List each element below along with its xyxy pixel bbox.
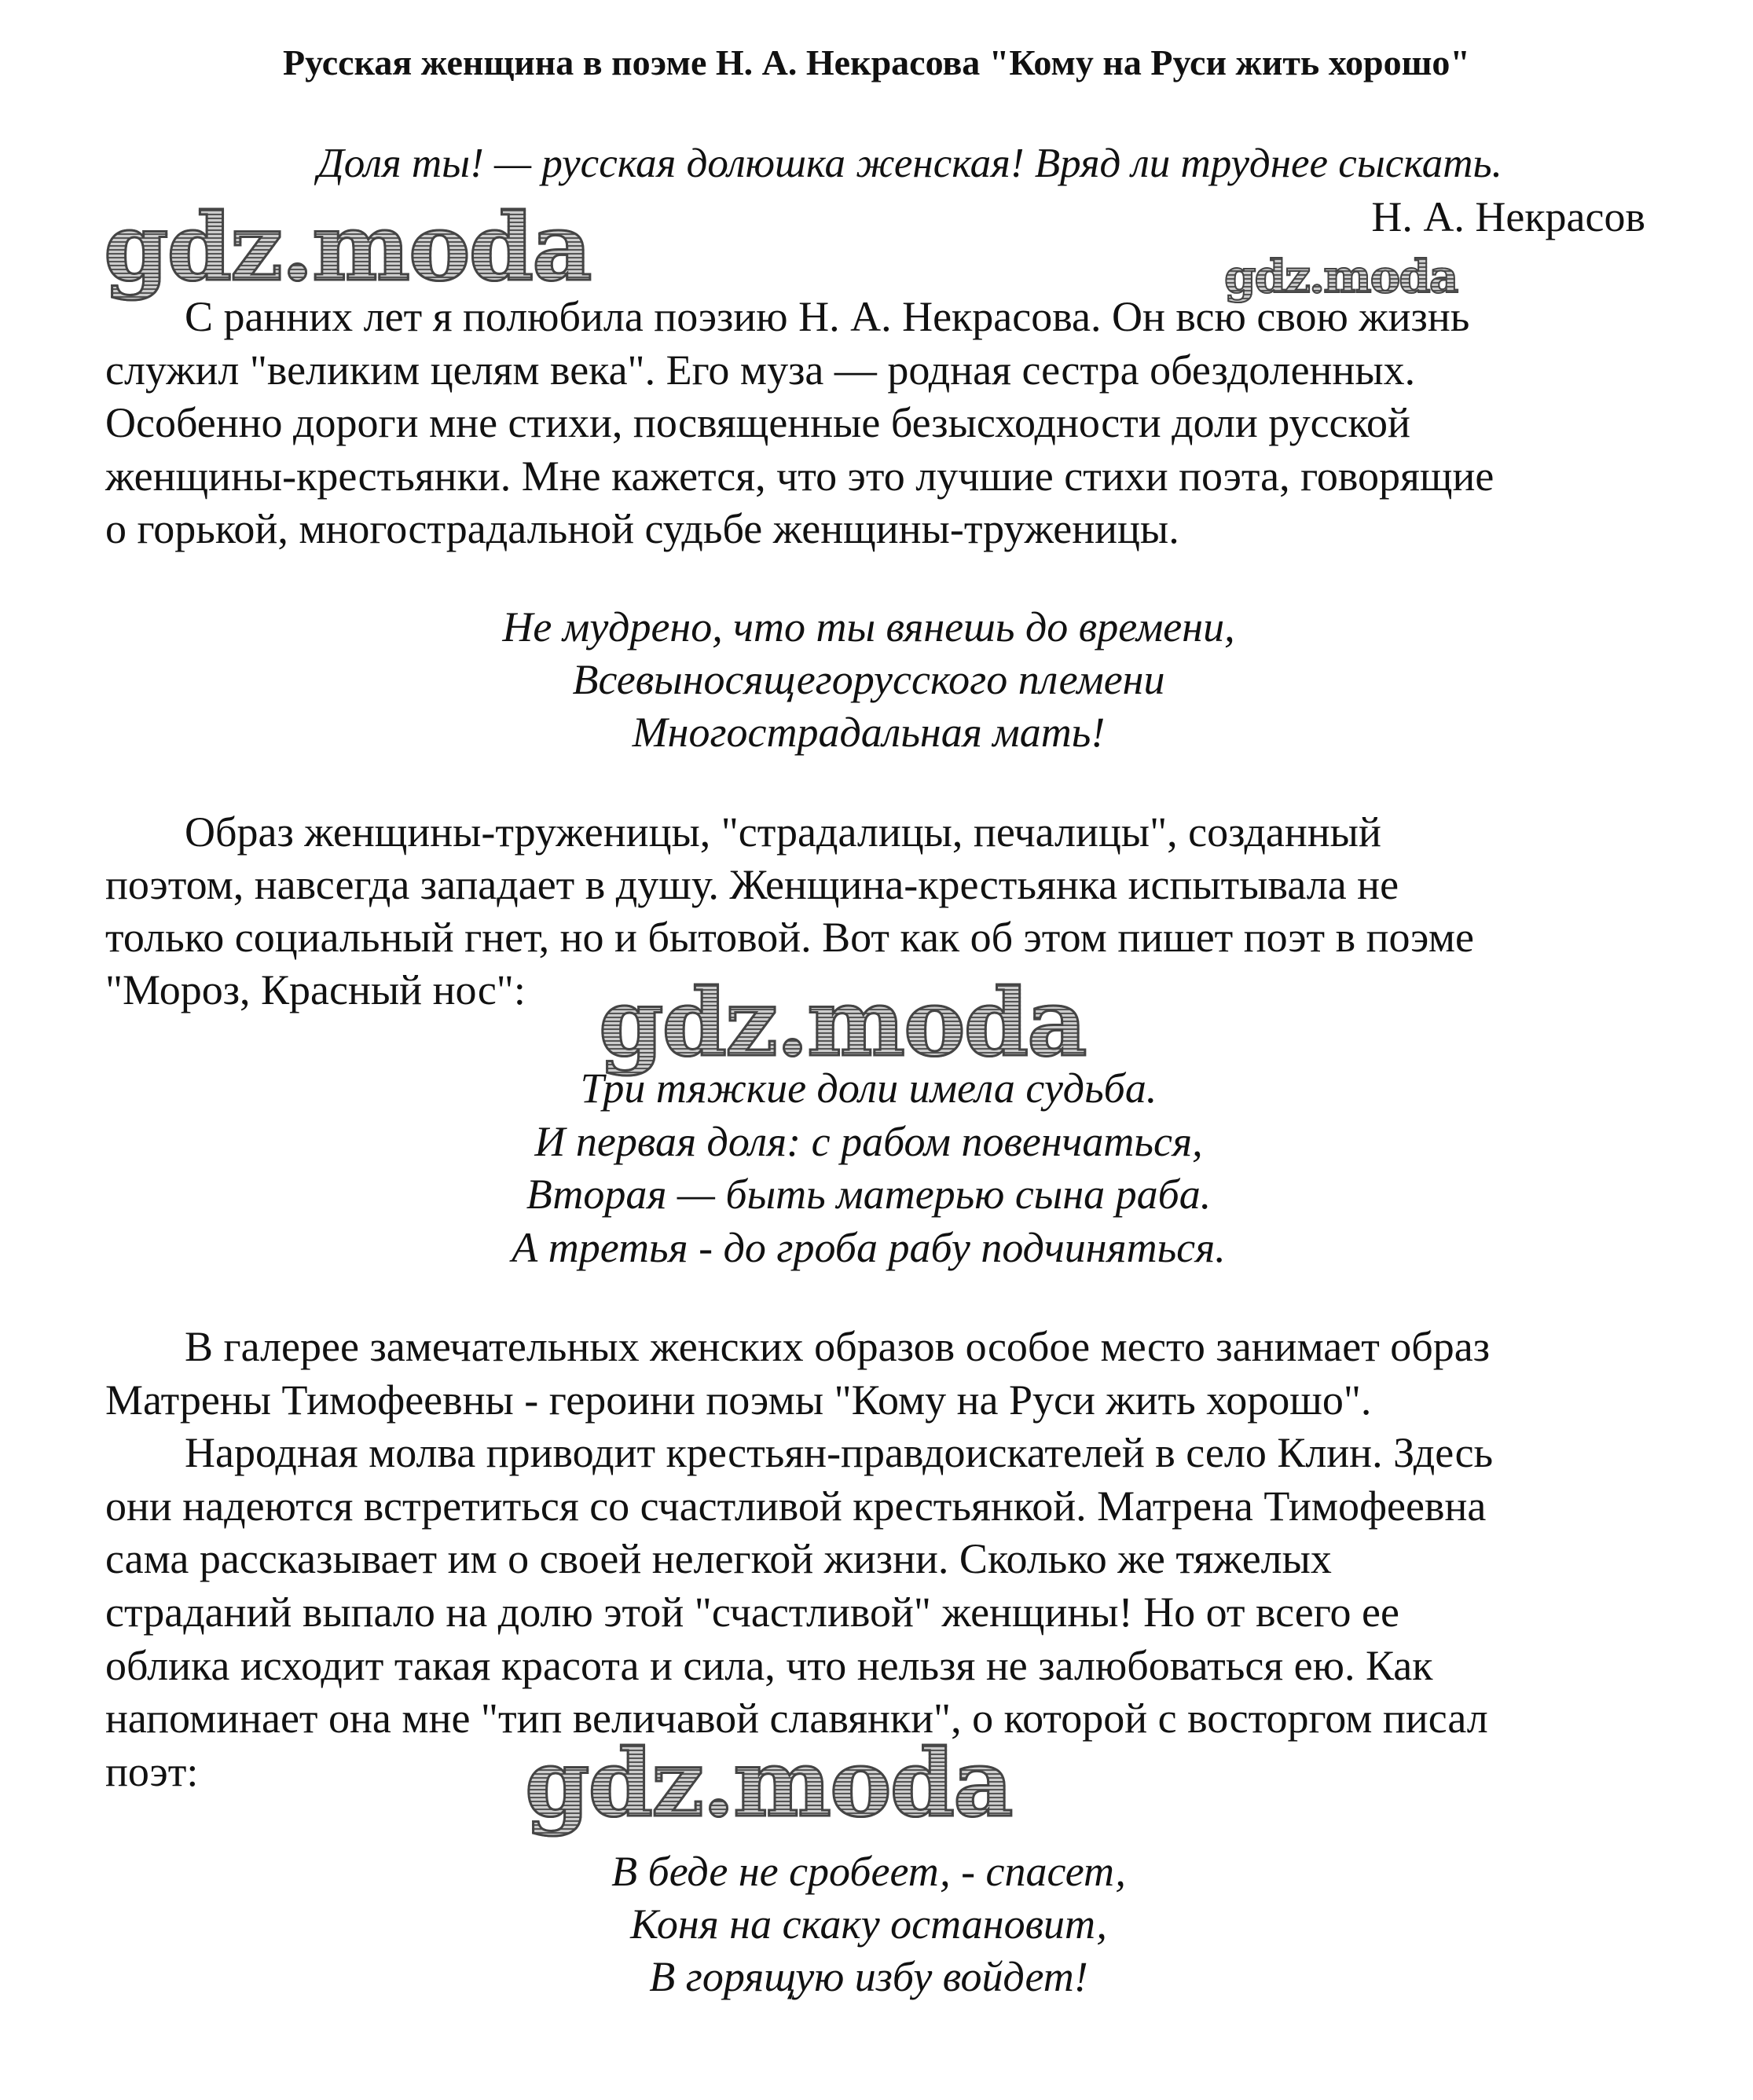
- paragraph-3-line: В галерее замечательных женских образов особое место занимает образ: [185, 1323, 1491, 1370]
- poem-2-line: Вторая — быть матерью сына раба.: [526, 1171, 1212, 1218]
- poem-2-line: И первая доля: с рабом повенчаться,: [534, 1117, 1203, 1165]
- paragraph-3-line: поэт:: [105, 1747, 199, 1795]
- poem-1-line: Многострадальная мать!: [632, 709, 1106, 756]
- paragraph-3-line: облика исходит такая красота и сила, что нельзя не залюбоваться ею. Как: [105, 1641, 1433, 1689]
- paragraph-3-line: Матрены Тимофеевны - героини поэмы "Кому на Руси жить хорошо".: [105, 1376, 1372, 1424]
- poem-3-line: В беде не сробеет, - спасет,: [611, 1848, 1126, 1895]
- paragraph-2-line: только социальный гнет, но и бытовой. Вот как об этом пишет поэт в поэме: [105, 914, 1475, 961]
- poem-1-line: Всевыносящегорусского племени: [572, 656, 1165, 703]
- paragraph-1-line: Особенно дороги мне стихи, посвященные безысходности доли русской: [105, 399, 1410, 446]
- poem-3-line: В горящую избу войдет!: [649, 1953, 1088, 2000]
- watermark-logo: gdz.moda: [525, 1728, 1012, 1838]
- paragraph-2-line: Образ женщины-труженицы, "страдалицы, печалицы", созданный: [185, 808, 1381, 856]
- poem-2-line: А третья - до гроба рабу подчиняться.: [512, 1223, 1226, 1271]
- paragraph-3-line: они надеются встретиться со счастливой крестьянкой. Матрена Тимофеевна: [105, 1482, 1487, 1530]
- document-title: Русская женщина в поэме Н. А. Некрасова "Кому на Руси жить хорошо": [283, 42, 1470, 82]
- poem-2-line: Три тяжкие доли имела судьба.: [580, 1065, 1157, 1112]
- paragraph-1-line: женщины-крестьянки. Мне кажется, что это лучшие стихи поэта, говорящие: [105, 452, 1494, 500]
- paragraph-3-line: Народная молва приводит крестьян-правдоискателей в село Клин. Здесь: [185, 1429, 1494, 1477]
- paragraph-1-line: служил "великим целям века". Его муза — родная сестра обездоленных.: [105, 346, 1416, 394]
- paragraph-1-line: о горькой, многострадальной судьбе женщины-труженицы.: [105, 505, 1179, 552]
- paragraph-2-line: поэтом, навсегда западает в душу. Женщина-крестьянка испытывала не: [105, 861, 1399, 908]
- watermark-logo: gdz.moda: [599, 968, 1086, 1077]
- paragraph-3-line: напоминает она мне "тип величавой славянки", о которой с восторгом писал: [105, 1695, 1488, 1743]
- paragraph-1-line: С ранних лет я полюбила поэзию Н. А. Некрасова. Он всю свою жизнь: [185, 293, 1470, 340]
- watermark-logo: gdz.moda: [104, 192, 591, 302]
- epigraph-author: Н. А. Некрасов: [1371, 193, 1645, 240]
- watermark-logo: gdz.moda: [1224, 250, 1458, 303]
- paragraph-3-line: сама рассказывает им о своей нелегкой жизни. Сколько же тяжелых: [105, 1535, 1332, 1583]
- epigraph-text: Доля ты! — русская долюшка женская! Вряд ли труднее сыскать.: [317, 141, 1502, 186]
- paragraph-2-line: "Мороз, Красный нос":: [105, 966, 526, 1013]
- poem-3-line: Коня на скаку остановит,: [630, 1900, 1107, 1948]
- paragraph-3-line: страданий выпало на долю этой "счастливой" женщины! Но от всего ее: [105, 1589, 1399, 1636]
- poem-1-line: Не мудрено, что ты вянешь до времени,: [502, 603, 1235, 651]
